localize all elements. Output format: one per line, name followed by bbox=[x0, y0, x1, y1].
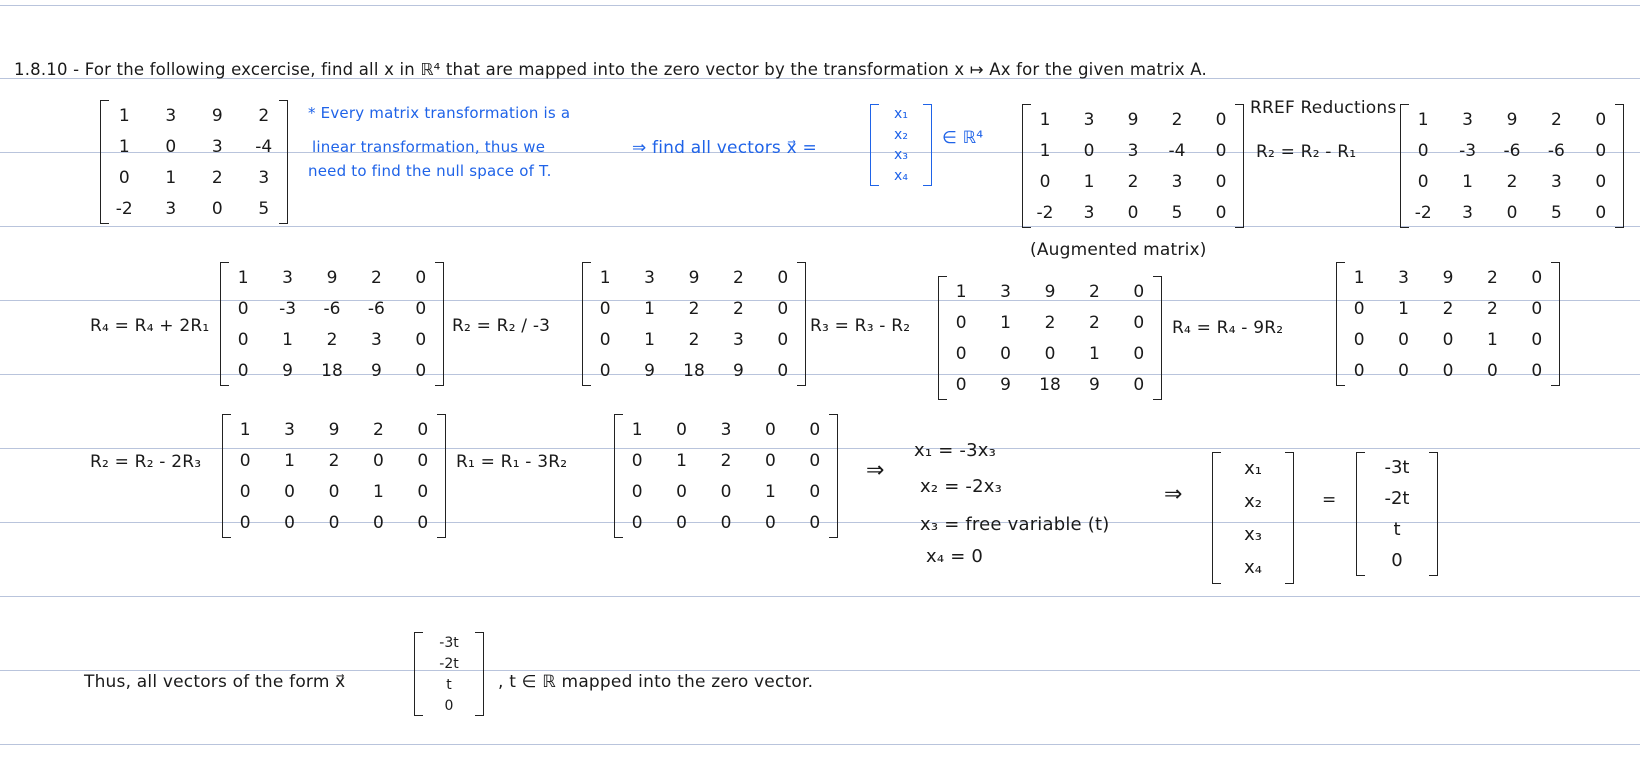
matrix-cell: 0 bbox=[372, 512, 384, 533]
find-vectors-text: ⇒ find all vectors x⃗ = bbox=[632, 138, 817, 158]
matrix-step-4 bbox=[938, 276, 1162, 400]
equals-sign: = bbox=[1322, 490, 1337, 510]
matrix-cell: 0 bbox=[777, 329, 789, 350]
matrix-cell: 2 bbox=[1550, 109, 1562, 130]
matrix-cell: 0 bbox=[809, 450, 821, 471]
matrix-cell: 0 bbox=[631, 481, 643, 502]
matrix-cell: 2 bbox=[1506, 171, 1518, 192]
vector-entry: t bbox=[446, 676, 452, 693]
matrix-cell: 0 bbox=[237, 298, 249, 319]
matrix-cell: 0 bbox=[1595, 109, 1607, 130]
matrix-cell: 0 bbox=[809, 419, 821, 440]
matrix-cell: 2 bbox=[1088, 281, 1100, 302]
matrix-cell: 0 bbox=[415, 329, 427, 350]
matrix-cell: 2 bbox=[326, 329, 338, 350]
matrix-cell: 0 bbox=[1353, 329, 1365, 350]
matrix-cell: 0 bbox=[1133, 312, 1145, 333]
vector-entry: -2t bbox=[1384, 488, 1410, 509]
matrix-cell: 3 bbox=[165, 198, 177, 219]
matrix-cell: 0 bbox=[239, 481, 251, 502]
matrix-cell: 1 bbox=[644, 298, 655, 319]
matrix-cell: 0 bbox=[328, 481, 340, 502]
matrix-cell: 1 bbox=[1039, 140, 1051, 161]
conclusion-vector bbox=[414, 632, 484, 716]
matrix-cell: 1 bbox=[644, 329, 655, 350]
matrix-cell: -2 bbox=[1036, 202, 1054, 223]
matrix-cell: 2 bbox=[1088, 312, 1100, 333]
vector-entry: x₄ bbox=[894, 167, 908, 184]
matrix-cell: 1 bbox=[372, 481, 384, 502]
matrix-step-3 bbox=[582, 262, 806, 386]
matrix-cell: 0 bbox=[777, 360, 789, 381]
matrix-cell: 18 bbox=[321, 360, 343, 381]
matrix-cell: 3 bbox=[1127, 140, 1139, 161]
matrix-step-4-grid bbox=[939, 276, 1161, 400]
row-op-2: R₄ = R₄ + 2R₁ bbox=[90, 316, 210, 336]
x-column-vector-grid bbox=[1213, 452, 1293, 584]
matrix-cell: 0 bbox=[211, 198, 223, 219]
vector-entry: x₁ bbox=[894, 106, 908, 123]
matrix-a bbox=[100, 100, 288, 224]
vector-entry: x₄ bbox=[1244, 557, 1262, 578]
matrix-cell: 2 bbox=[1486, 298, 1498, 319]
vector-entry: -2t bbox=[439, 655, 459, 672]
matrix-cell: 1 bbox=[1083, 171, 1095, 192]
matrix-cell: 18 bbox=[683, 360, 705, 381]
matrix-step-7 bbox=[614, 414, 838, 538]
matrix-cell: 0 bbox=[165, 136, 177, 157]
matrix-cell: 3 bbox=[1398, 267, 1409, 288]
matrix-cell: 0 bbox=[777, 267, 789, 288]
matrix-cell: 1 bbox=[239, 419, 251, 440]
matrix-cell: 0 bbox=[599, 298, 611, 319]
matrix-cell: 2 bbox=[328, 450, 340, 471]
vector-entry: t bbox=[1393, 519, 1401, 540]
matrix-cell: 0 bbox=[1398, 329, 1409, 350]
matrix-cell: 2 bbox=[1171, 109, 1183, 130]
matrix-cell: 1 bbox=[599, 267, 611, 288]
matrix-cell: 0 bbox=[1531, 360, 1543, 381]
matrix-cell: 0 bbox=[284, 481, 295, 502]
rref-label: RREF Reductions bbox=[1250, 98, 1397, 118]
matrix-cell: 3 bbox=[211, 136, 223, 157]
matrix-cell: 0 bbox=[777, 298, 789, 319]
matrix-cell: 9 bbox=[1044, 281, 1056, 302]
matrix-cell: -3 bbox=[279, 298, 297, 319]
matrix-cell: 0 bbox=[599, 329, 611, 350]
matrix-step-1-grid bbox=[1401, 104, 1623, 228]
matrix-cell: 0 bbox=[239, 512, 251, 533]
matrix-cell: 0 bbox=[764, 419, 776, 440]
matrix-step-2-grid bbox=[221, 262, 443, 386]
x-vector bbox=[870, 104, 932, 186]
matrix-cell: 0 bbox=[1127, 202, 1139, 223]
notebook-rule bbox=[0, 5, 1640, 6]
matrix-cell: 0 bbox=[1442, 329, 1454, 350]
matrix-cell: 0 bbox=[372, 450, 384, 471]
matrix-cell: 9 bbox=[688, 267, 700, 288]
matrix-cell: 0 bbox=[417, 481, 429, 502]
note-line-3: need to find the null space of T. bbox=[308, 162, 552, 180]
matrix-cell: 1 bbox=[1039, 109, 1051, 130]
matrix-cell: 0 bbox=[720, 481, 732, 502]
matrix-cell: 2 bbox=[732, 298, 744, 319]
matrix-cell: 3 bbox=[1083, 202, 1095, 223]
matrix-cell: 0 bbox=[328, 512, 340, 533]
matrix-cell: 0 bbox=[809, 512, 821, 533]
matrix-cell: 0 bbox=[1039, 171, 1051, 192]
matrix-cell: 9 bbox=[326, 267, 338, 288]
matrix-cell: -3 bbox=[1459, 140, 1477, 161]
matrix-cell: 1 bbox=[118, 105, 130, 126]
notebook-rule bbox=[0, 596, 1640, 597]
matrix-cell: 3 bbox=[282, 267, 293, 288]
matrix-cell: 0 bbox=[415, 267, 427, 288]
matrix-cell: 2 bbox=[688, 329, 700, 350]
matrix-cell: 3 bbox=[1462, 202, 1473, 223]
matrix-cell: 0 bbox=[631, 450, 643, 471]
matrix-cell: 0 bbox=[1133, 374, 1145, 395]
vector-entry: x₃ bbox=[1244, 524, 1262, 545]
matrix-cell: 0 bbox=[676, 481, 687, 502]
matrix-cell: 3 bbox=[370, 329, 382, 350]
matrix-cell: 1 bbox=[1000, 312, 1011, 333]
matrix-cell: 0 bbox=[955, 312, 967, 333]
matrix-cell: 1 bbox=[118, 136, 130, 157]
matrix-cell: 0 bbox=[1133, 281, 1145, 302]
t-column-vector-grid bbox=[1357, 452, 1437, 576]
matrix-cell: 3 bbox=[1000, 281, 1011, 302]
vector-entry: 0 bbox=[444, 697, 454, 714]
matrix-cell: 3 bbox=[165, 105, 177, 126]
matrix-cell: 0 bbox=[1353, 360, 1365, 381]
matrix-cell: 2 bbox=[732, 267, 744, 288]
vector-entry: x₃ bbox=[894, 147, 908, 164]
notebook-rule bbox=[0, 670, 1640, 671]
matrix-cell: 0 bbox=[118, 167, 130, 188]
matrix-cell: 5 bbox=[1550, 202, 1562, 223]
matrix-cell: -2 bbox=[1414, 202, 1432, 223]
matrix-cell: 9 bbox=[370, 360, 382, 381]
matrix-step-6 bbox=[222, 414, 446, 538]
matrix-cell: 0 bbox=[284, 512, 295, 533]
matrix-cell: 3 bbox=[258, 167, 270, 188]
notebook-rule bbox=[0, 226, 1640, 227]
conclusion-end: , t ∈ ℝ mapped into the zero vector. bbox=[498, 672, 814, 692]
matrix-cell: 0 bbox=[1595, 202, 1607, 223]
matrix-cell: -6 bbox=[1547, 140, 1565, 161]
vector-entry: x₂ bbox=[1244, 491, 1262, 512]
matrix-cell: 0 bbox=[720, 512, 732, 533]
equation-x2: x₂ = -2x₃ bbox=[920, 476, 1003, 497]
equation-x4: x₄ = 0 bbox=[926, 546, 984, 567]
matrix-cell: 1 bbox=[284, 450, 295, 471]
matrix-cell: 0 bbox=[417, 512, 429, 533]
x-column-vector bbox=[1212, 452, 1294, 584]
t-column-vector bbox=[1356, 452, 1438, 576]
row-op-4: R₃ = R₃ - R₂ bbox=[810, 316, 911, 336]
matrix-cell: 3 bbox=[1550, 171, 1562, 192]
matrix-cell: 1 bbox=[1398, 298, 1409, 319]
matrix-cell: 0 bbox=[1000, 343, 1011, 364]
matrix-cell: 2 bbox=[258, 105, 270, 126]
matrix-cell: 1 bbox=[631, 419, 643, 440]
matrix-cell: 1 bbox=[237, 267, 249, 288]
matrix-cell: 0 bbox=[1595, 171, 1607, 192]
matrix-cell: 0 bbox=[415, 298, 427, 319]
matrix-step-3-grid bbox=[583, 262, 805, 386]
row-op-1: R₂ = R₂ - R₁ bbox=[1256, 142, 1357, 162]
vector-entry: -3t bbox=[439, 634, 459, 651]
matrix-cell: 2 bbox=[1127, 171, 1139, 192]
equation-x1: x₁ = -3x₃ bbox=[914, 440, 997, 461]
vector-entry: -3t bbox=[1384, 457, 1410, 478]
matrix-cell: 0 bbox=[1486, 360, 1498, 381]
matrix-cell: 1 bbox=[165, 167, 177, 188]
matrix-cell: 3 bbox=[720, 419, 732, 440]
matrix-cell: 0 bbox=[1353, 298, 1365, 319]
matrix-cell: 0 bbox=[237, 360, 249, 381]
matrix-cell: 0 bbox=[1595, 140, 1607, 161]
implies-arrow-2: ⇒ bbox=[1164, 482, 1183, 507]
matrix-cell: 0 bbox=[764, 512, 776, 533]
matrix-cell: -4 bbox=[1168, 140, 1186, 161]
matrix-cell: 9 bbox=[732, 360, 744, 381]
matrix-cell: 2 bbox=[720, 450, 732, 471]
matrix-step-5-grid bbox=[1337, 262, 1559, 386]
matrix-step-5 bbox=[1336, 262, 1560, 386]
matrix-cell: 9 bbox=[1088, 374, 1100, 395]
matrix-cell: 1 bbox=[676, 450, 687, 471]
matrix-cell: 2 bbox=[211, 167, 223, 188]
matrix-cell: -6 bbox=[323, 298, 341, 319]
matrix-cell: 2 bbox=[1486, 267, 1498, 288]
matrix-cell: 2 bbox=[1442, 298, 1454, 319]
matrix-a-grid bbox=[101, 100, 287, 224]
matrix-cell: 0 bbox=[1506, 202, 1518, 223]
matrix-cell: 9 bbox=[1506, 109, 1518, 130]
matrix-cell: -6 bbox=[367, 298, 385, 319]
matrix-cell: 0 bbox=[1215, 171, 1227, 192]
matrix-cell: 9 bbox=[1000, 374, 1011, 395]
matrix-cell: 0 bbox=[764, 450, 776, 471]
matrix-cell: 1 bbox=[1417, 109, 1429, 130]
matrix-cell: 3 bbox=[644, 267, 655, 288]
matrix-cell: -2 bbox=[115, 198, 133, 219]
matrix-cell: 0 bbox=[631, 512, 643, 533]
matrix-cell: 0 bbox=[1531, 329, 1543, 350]
equation-x3: x₃ = free variable (t) bbox=[920, 514, 1110, 535]
matrix-cell: 0 bbox=[239, 450, 251, 471]
matrix-cell: 0 bbox=[1417, 140, 1429, 161]
matrix-cell: 0 bbox=[1083, 140, 1095, 161]
matrix-cell: 2 bbox=[370, 267, 382, 288]
vector-entry: 0 bbox=[1391, 550, 1403, 571]
matrix-cell: 2 bbox=[372, 419, 384, 440]
matrix-cell: 3 bbox=[1462, 109, 1473, 130]
matrix-step-2 bbox=[220, 262, 444, 386]
matrix-cell: 0 bbox=[955, 374, 967, 395]
vector-entry: x₂ bbox=[894, 126, 908, 143]
matrix-cell: 0 bbox=[417, 419, 429, 440]
note-line-2: linear transformation, thus we bbox=[312, 138, 546, 156]
matrix-cell: 0 bbox=[676, 512, 687, 533]
augmented-matrix bbox=[1022, 104, 1244, 228]
matrix-cell: 3 bbox=[1171, 171, 1183, 192]
matrix-cell: 18 bbox=[1039, 374, 1061, 395]
row-op-6: R₂ = R₂ - 2R₃ bbox=[90, 452, 202, 472]
matrix-cell: 0 bbox=[237, 329, 249, 350]
matrix-cell: 9 bbox=[1127, 109, 1139, 130]
matrix-cell: -4 bbox=[255, 136, 273, 157]
matrix-cell: 0 bbox=[1442, 360, 1454, 381]
matrix-cell: 3 bbox=[1083, 109, 1095, 130]
exercise-title: 1.8.10 - For the following excercise, find all x in ℝ⁴ that are mapped into the zero vector by the transformation x ↦ Ax for the given matrix A. bbox=[14, 60, 1207, 79]
matrix-step-6-grid bbox=[223, 414, 445, 538]
augmented-label: (Augmented matrix) bbox=[1030, 240, 1207, 260]
row-op-3: R₂ = R₂ / -3 bbox=[452, 316, 551, 336]
vector-entry: x₁ bbox=[1244, 458, 1262, 479]
matrix-cell: 0 bbox=[1133, 343, 1145, 364]
matrix-cell: 0 bbox=[676, 419, 687, 440]
matrix-cell: 0 bbox=[1531, 298, 1543, 319]
matrix-cell: 0 bbox=[1215, 202, 1227, 223]
note-line-1: * Every matrix transformation is a bbox=[308, 104, 571, 122]
matrix-cell: 1 bbox=[955, 281, 967, 302]
matrix-cell: -6 bbox=[1503, 140, 1521, 161]
notebook-rule bbox=[0, 744, 1640, 745]
matrix-step-7-grid bbox=[615, 414, 837, 538]
x-vector-grid bbox=[871, 104, 931, 186]
matrix-cell: 3 bbox=[732, 329, 744, 350]
matrix-cell: 0 bbox=[599, 360, 611, 381]
matrix-cell: 5 bbox=[258, 198, 270, 219]
conclusion-vector-grid bbox=[415, 632, 483, 716]
matrix-cell: 2 bbox=[688, 298, 700, 319]
matrix-cell: 1 bbox=[1462, 171, 1473, 192]
matrix-cell: 1 bbox=[764, 481, 776, 502]
matrix-cell: 0 bbox=[1417, 171, 1429, 192]
matrix-cell: 1 bbox=[1353, 267, 1365, 288]
conclusion-start: Thus, all vectors of the form x⃗ bbox=[84, 672, 346, 692]
matrix-cell: 0 bbox=[417, 450, 429, 471]
matrix-cell: 2 bbox=[1044, 312, 1056, 333]
matrix-cell: 0 bbox=[955, 343, 967, 364]
matrix-cell: 3 bbox=[284, 419, 295, 440]
matrix-cell: 0 bbox=[415, 360, 427, 381]
matrix-cell: 1 bbox=[1486, 329, 1498, 350]
row-op-5: R₄ = R₄ - 9R₂ bbox=[1172, 318, 1284, 338]
matrix-cell: 0 bbox=[1531, 267, 1543, 288]
matrix-cell: 1 bbox=[282, 329, 293, 350]
matrix-cell: 0 bbox=[1398, 360, 1409, 381]
matrix-cell: 9 bbox=[211, 105, 223, 126]
matrix-cell: 0 bbox=[1215, 140, 1227, 161]
in-r4-text: ∈ ℝ⁴ bbox=[942, 128, 984, 148]
matrix-step-1 bbox=[1400, 104, 1624, 228]
matrix-cell: 0 bbox=[809, 481, 821, 502]
matrix-cell: 9 bbox=[282, 360, 293, 381]
matrix-cell: 0 bbox=[1044, 343, 1056, 364]
matrix-cell: 9 bbox=[328, 419, 340, 440]
augmented-matrix-grid bbox=[1023, 104, 1243, 228]
matrix-cell: 0 bbox=[1215, 109, 1227, 130]
row-op-7: R₁ = R₁ - 3R₂ bbox=[456, 452, 568, 472]
matrix-cell: 9 bbox=[1442, 267, 1454, 288]
implies-arrow-1: ⇒ bbox=[866, 458, 885, 483]
matrix-cell: 9 bbox=[644, 360, 655, 381]
matrix-cell: 1 bbox=[1088, 343, 1100, 364]
matrix-cell: 5 bbox=[1171, 202, 1183, 223]
